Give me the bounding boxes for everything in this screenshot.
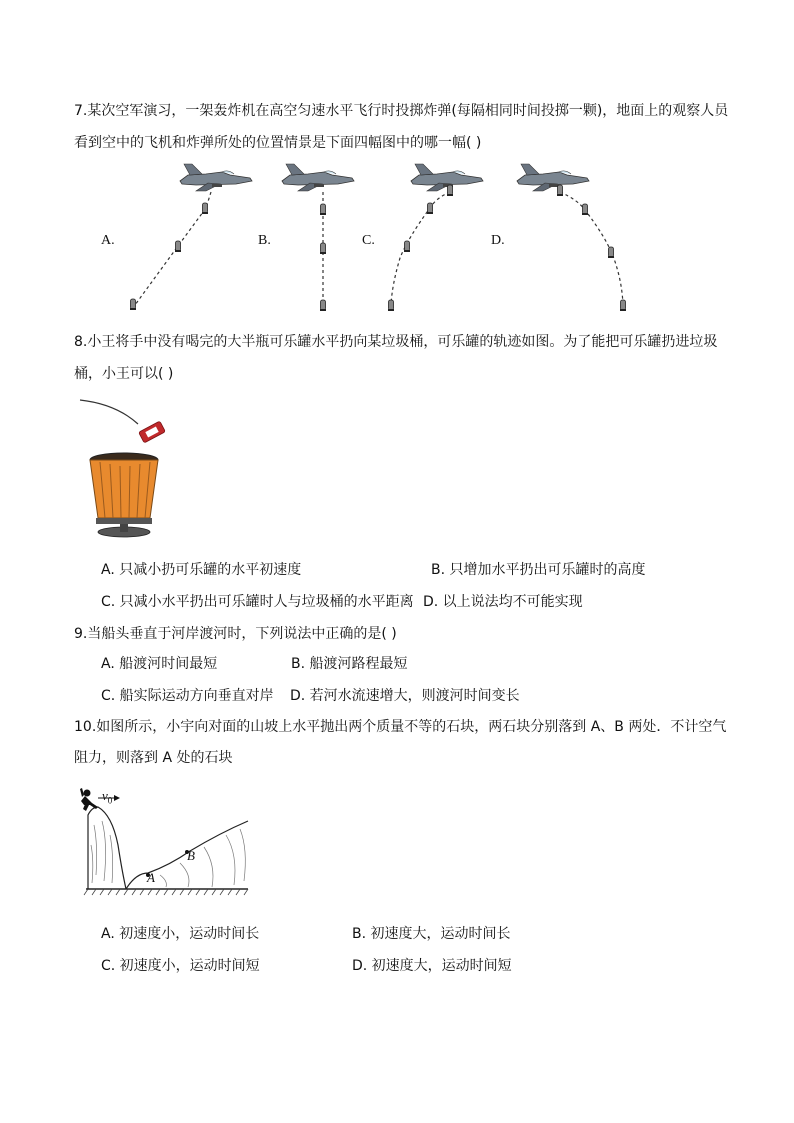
q7-option-a[interactable]: A. bbox=[101, 233, 115, 248]
q8-option-c[interactable]: C. 只减小水平扔出可乐罐时人与垃圾桶的水平距离 bbox=[101, 594, 414, 610]
q10-stem-line1: 10.如图所示，小宇向对面的山坡上水平抛出两个质量不等的石块，两石块分别落到 A、B 两处．不计空气 bbox=[74, 719, 727, 735]
v0-label: $v_0$ bbox=[102, 788, 113, 806]
q7-figure bbox=[0, 0, 794, 330]
q7-stem-line2: 看到空中的飞机和炸弹所处的位置情景是下面四幅图中的哪一幅( ) bbox=[74, 135, 482, 151]
q10-stem-line2: 阻力，则落到 A 处的石块 bbox=[74, 750, 233, 766]
q10-option-b[interactable]: B. 初速度大，运动时间长 bbox=[352, 926, 511, 942]
plane-a bbox=[180, 164, 252, 191]
trash-can-figure bbox=[76, 394, 176, 544]
q8-stem-line2: 桶，小王可以( ) bbox=[74, 366, 174, 382]
q9-option-d[interactable]: D. 若河水流速增大，则渡河时间变长 bbox=[290, 688, 520, 704]
plane-b bbox=[282, 164, 354, 191]
plane-c bbox=[411, 164, 483, 191]
q7-stem-line1: 7.某次空军演习，一架轰炸机在高空匀速水平飞行时投掷炸弹(每隔相同时间投掷一颗)，地面上的观察人员 bbox=[74, 103, 729, 119]
point-a-label: A bbox=[147, 870, 155, 885]
q8-stem-line1: 8.小王将手中没有喝完的大半瓶可乐罐水平扔向某垃圾桶，可乐罐的轨迹如图。为了能把可乐罐扔进垃圾 bbox=[74, 334, 718, 350]
q9-option-a[interactable]: A. 船渡河时间最短 bbox=[101, 656, 218, 672]
q10-option-a[interactable]: A. 初速度小，运动时间长 bbox=[101, 926, 260, 942]
q7-option-b[interactable]: B. bbox=[258, 233, 271, 248]
q9-stem: 9.当船头垂直于河岸渡河时，下列说法中正确的是( ) bbox=[74, 626, 397, 642]
q8-option-a[interactable]: A. 只减小扔可乐罐的水平初速度 bbox=[101, 562, 302, 578]
q8-option-d[interactable]: D. 以上说法均不可能实现 bbox=[423, 594, 583, 610]
q7-option-c[interactable]: C. bbox=[362, 233, 375, 248]
q9-option-c[interactable]: C. 船实际运动方向垂直对岸 bbox=[101, 688, 274, 704]
q9-option-b[interactable]: B. 船渡河路程最短 bbox=[291, 656, 408, 672]
q10-option-c[interactable]: C. 初速度小，运动时间短 bbox=[101, 958, 260, 974]
q10-option-d[interactable]: D. 初速度大，运动时间短 bbox=[352, 958, 512, 974]
point-b-label: B bbox=[187, 848, 195, 863]
q8-option-b[interactable]: B. 只增加水平扔出可乐罐时的高度 bbox=[431, 562, 646, 578]
plane-d bbox=[517, 164, 589, 191]
q7-option-d[interactable]: D. bbox=[491, 233, 505, 248]
